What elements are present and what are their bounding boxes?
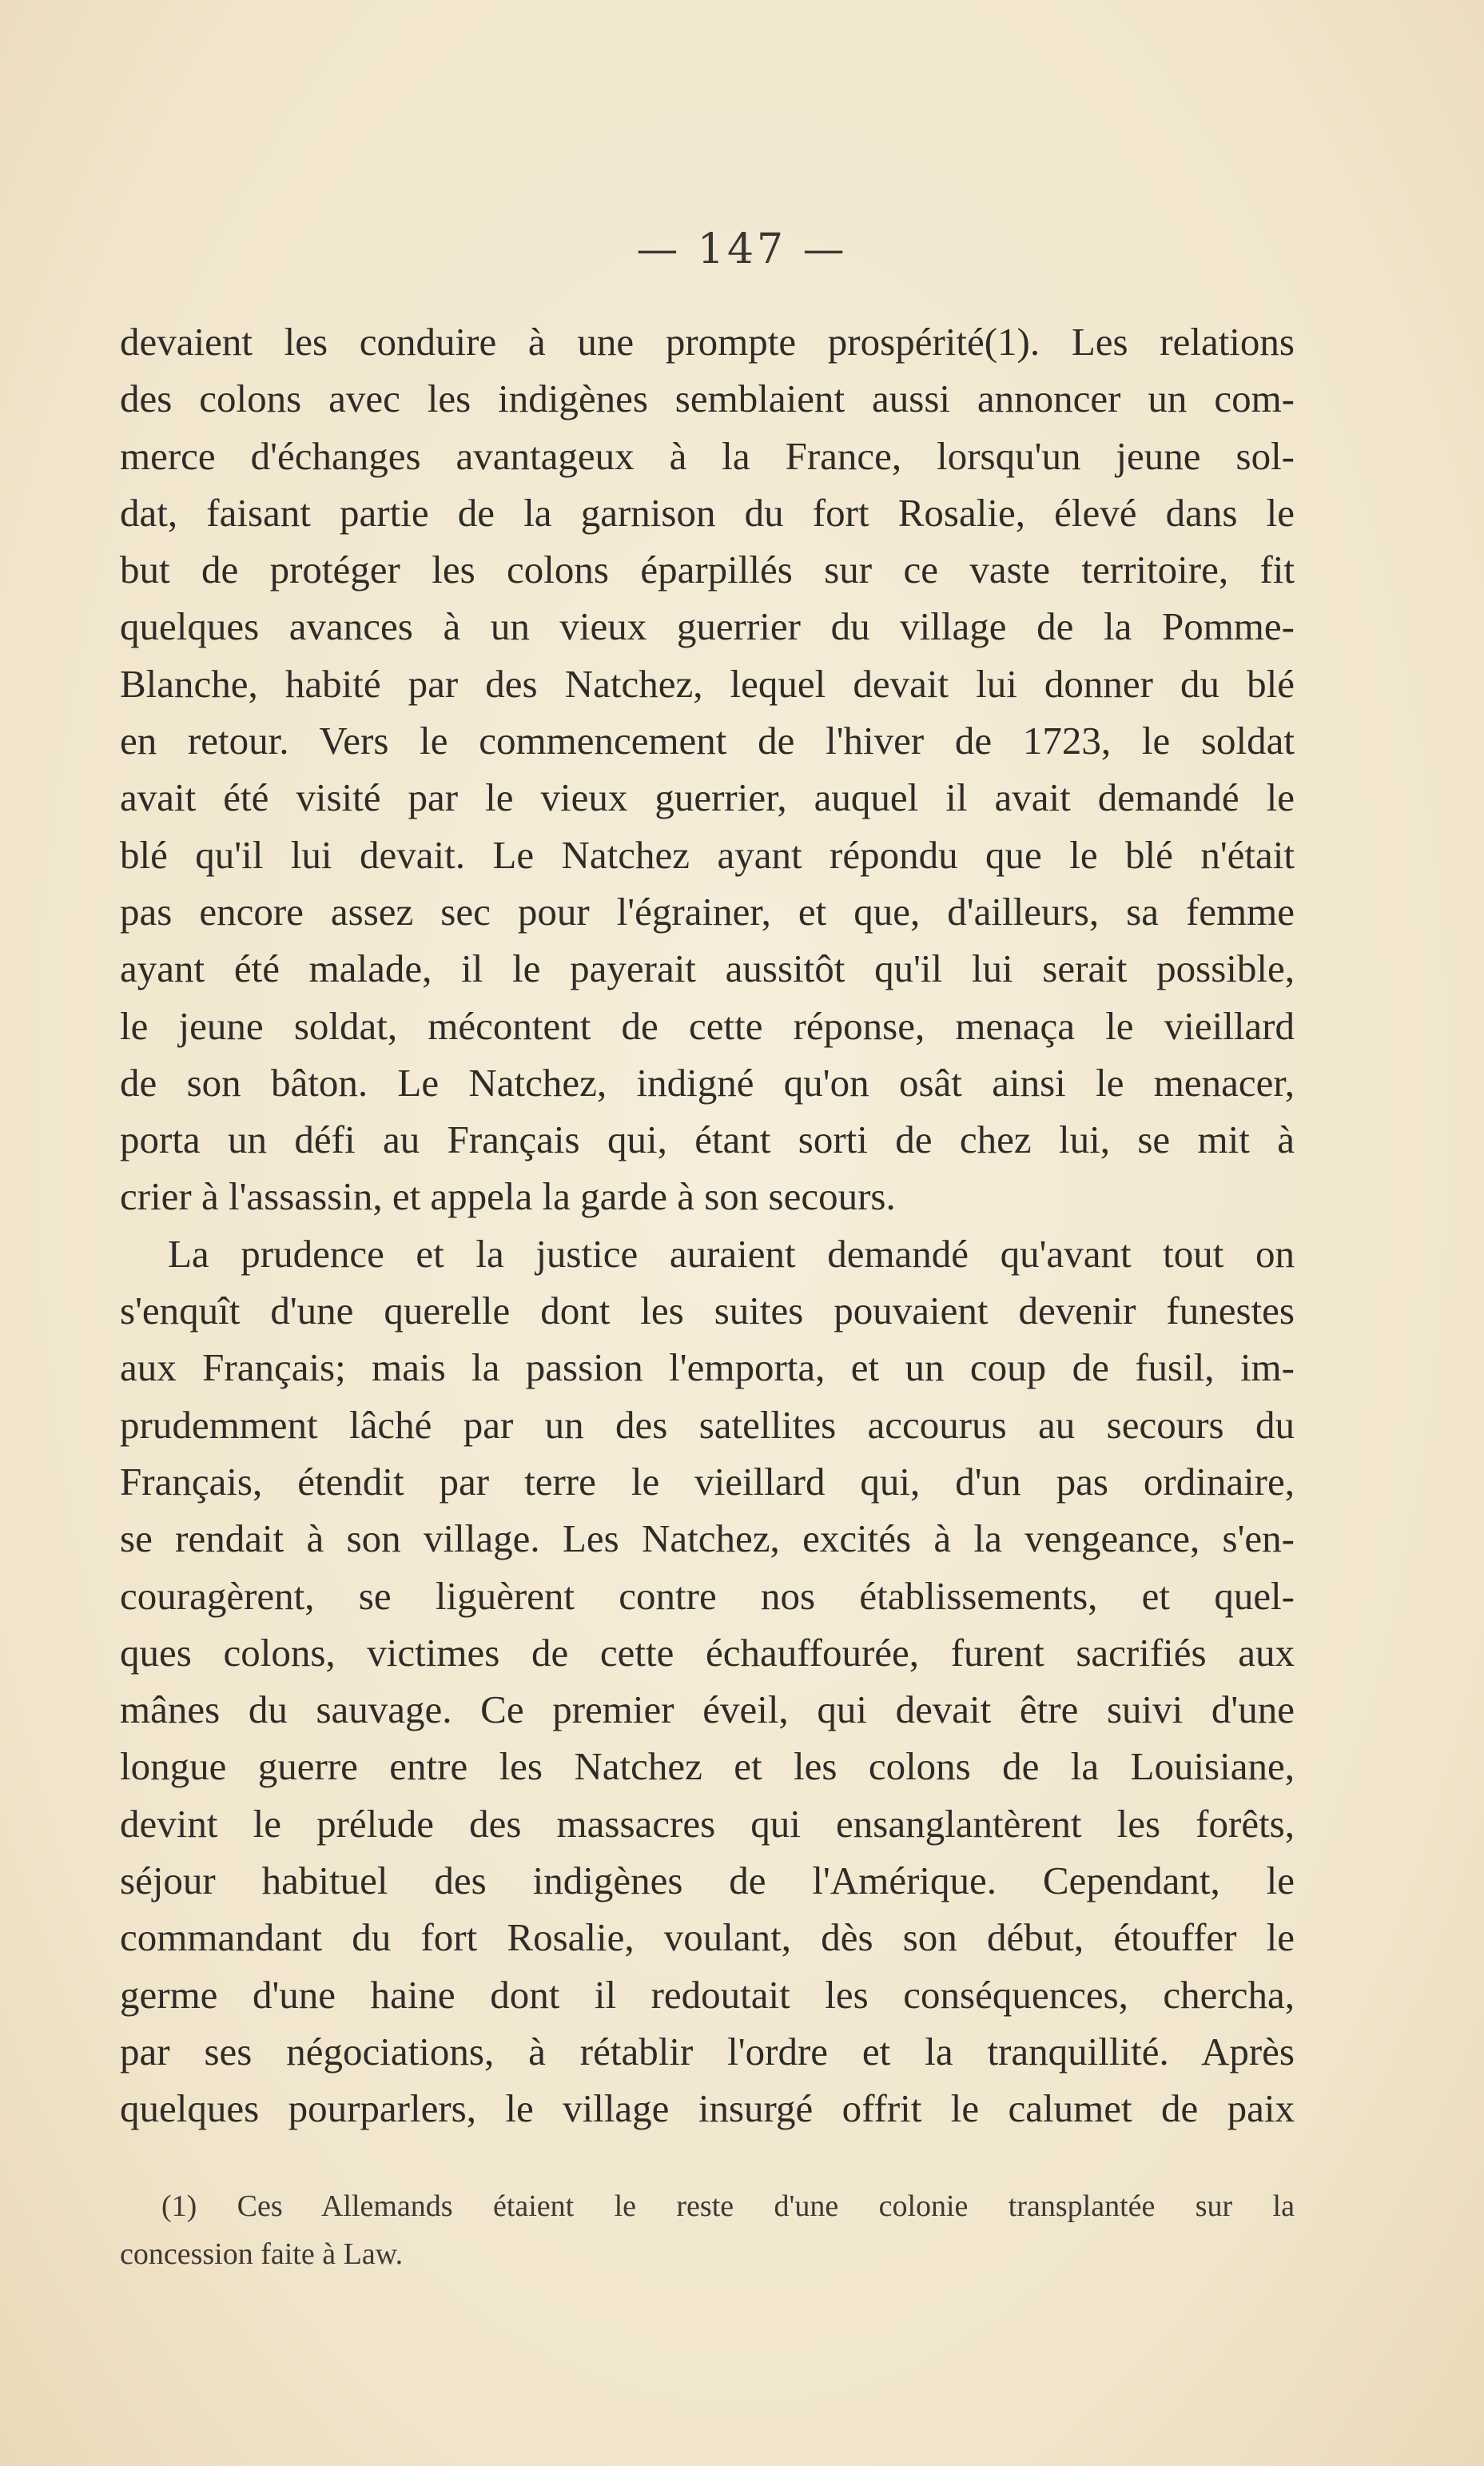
- text-line: prudemment lâché par un des satellites accourus au secours du: [120, 1402, 1295, 1447]
- footnote-line: (1) Ces Allemands étaient le reste d'une colonie transplantée sur la: [161, 2189, 1295, 2223]
- text-line: le jeune soldat, mécontent de cette réponse, menaça le vieillard: [120, 1003, 1295, 1048]
- text-line: ayant été malade, il le payerait aussitôt qu'il lui serait possible,: [120, 946, 1295, 991]
- text-line: avait été visité par le vieux guerrier, auquel il avait demandé le: [120, 775, 1295, 820]
- text-line: aux Français; mais la passion l'emporta, et un coup de fusil, im-: [120, 1345, 1295, 1390]
- text-line: ques colons, victimes de cette échauffourée, furent sacrifiés aux: [120, 1630, 1295, 1675]
- text-line: blé qu'il lui devait. Le Natchez ayant répondu que le blé n'était: [120, 832, 1295, 877]
- text-line: dat, faisant partie de la garnison du fort Rosalie, élevé dans le: [120, 490, 1295, 535]
- text-line: commandant du fort Rosalie, voulant, dès son début, étouffer le: [120, 1915, 1295, 1960]
- text-line: quelques pourparlers, le village insurgé offrit le calumet de paix: [120, 2086, 1295, 2131]
- text-line: quelques avances à un vieux guerrier du village de la Pomme-: [120, 604, 1295, 649]
- main-text: [120, 313, 1295, 2137]
- text-line: porta un défi au Français qui, étant sorti de chez lui, se mit à: [120, 1117, 1295, 1162]
- text-line: crier à l'assassin, et appela la garde à son secours.: [120, 1174, 896, 1219]
- text-line: couragèrent, se liguèrent contre nos établissements, et quel-: [120, 1573, 1295, 1618]
- text-line: Français, étendit par terre le vieillard qui, d'un pas ordinaire,: [120, 1459, 1295, 1504]
- text-line: mânes du sauvage. Ce premier éveil, qui devait être suivi d'une: [120, 1687, 1295, 1732]
- text-line: germe d'une haine dont il redoutait les conséquences, chercha,: [120, 1972, 1295, 2017]
- text-line: devint le prélude des massacres qui ensanglantèrent les forêts,: [120, 1801, 1295, 1846]
- paragraph-2: [120, 1225, 1295, 2137]
- text-line: par ses négociations, à rétablir l'ordre et la tranquillité. Après: [120, 2029, 1295, 2074]
- footnote-line: concession faite à Law.: [120, 2237, 404, 2271]
- text-line: s'enquît d'une querelle dont les suites pouvaient devenir funestes: [120, 1289, 1295, 1333]
- text-line: Blanche, habité par des Natchez, lequel devait lui donner du blé: [120, 661, 1295, 706]
- paragraph-1: [120, 313, 1295, 1225]
- text-line: se rendait à son village. Les Natchez, excités à la vengeance, s'en-: [120, 1516, 1295, 1561]
- text-line: séjour habituel des indigènes de l'Amérique. Cependant, le: [120, 1858, 1295, 1903]
- text-line: merce d'échanges avantageux à la France, lorsqu'un jeune sol-: [120, 433, 1295, 478]
- text-line: en retour. Vers le commencement de l'hiver de 1723, le soldat: [120, 719, 1295, 763]
- text-line: de son bâton. Le Natchez, indigné qu'on osât ainsi le menacer,: [120, 1060, 1295, 1105]
- text-line: devaient les conduire à une prompte prospérité(1). Les relations: [120, 320, 1295, 364]
- text-line: longue guerre entre les Natchez et les colons de la Louisiane,: [120, 1744, 1295, 1789]
- text-line: des colons avec les indigènes semblaient aussi annoncer un com-: [120, 376, 1295, 421]
- text-line: but de protéger les colons éparpillés sur ce vaste territoire, fit: [120, 548, 1295, 592]
- page-number: — 147 —: [636, 225, 848, 273]
- footnote: [120, 2182, 1295, 2278]
- text-line: pas encore assez sec pour l'égrainer, et que, d'ailleurs, sa femme: [120, 889, 1295, 934]
- text-line: La prudence et la justice auraient demandé qu'avant tout on: [168, 1231, 1295, 1276]
